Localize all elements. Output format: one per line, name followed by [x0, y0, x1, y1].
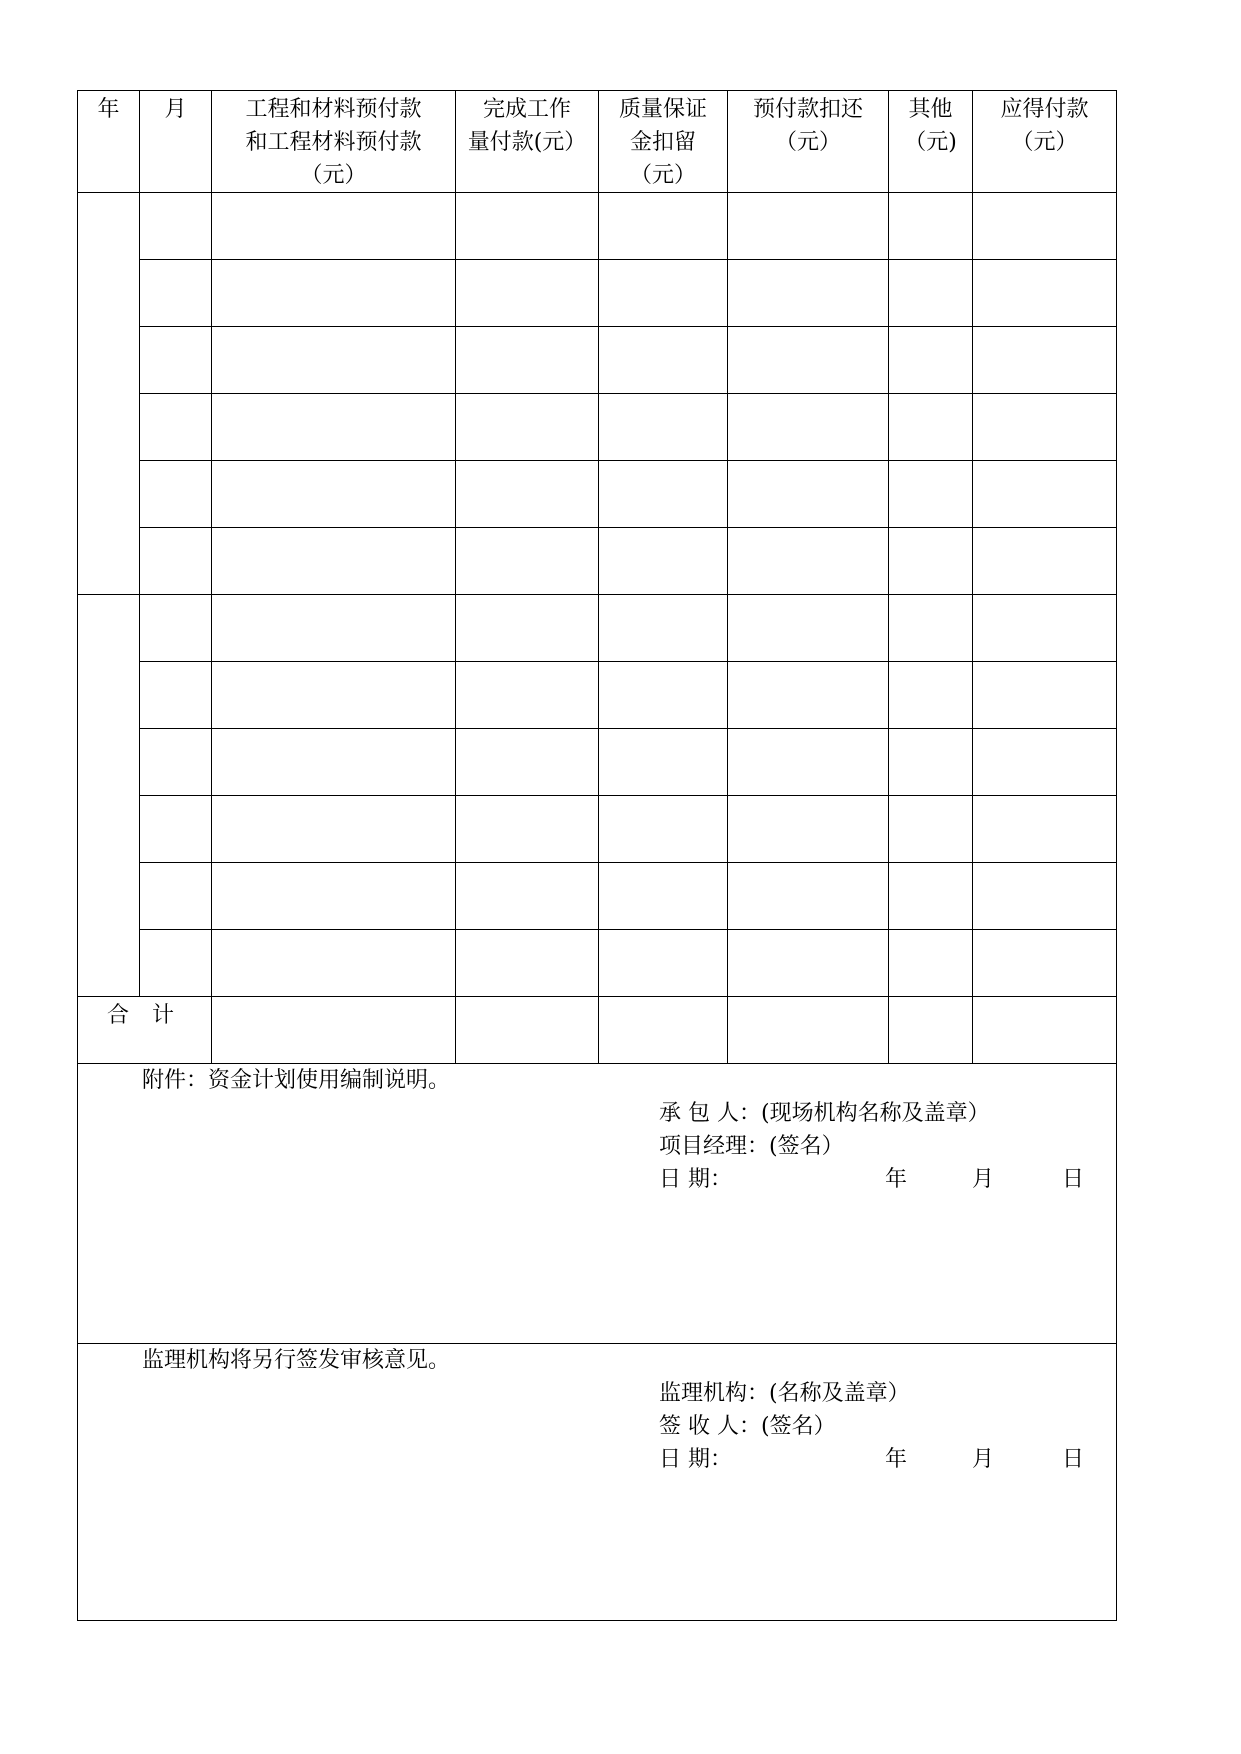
completed-work-cell[interactable]	[456, 193, 599, 260]
quality-deposit-cell[interactable]	[599, 729, 728, 796]
quality-deposit-cell[interactable]	[599, 528, 728, 595]
supervisor-date-line	[659, 1443, 1099, 1476]
completed-work-cell[interactable]	[456, 461, 599, 528]
payable-cell[interactable]	[973, 595, 1117, 662]
month-cell[interactable]	[140, 595, 212, 662]
supervisor-signature-block	[659, 1377, 1099, 1476]
completed-work-cell[interactable]	[456, 662, 599, 729]
quality-deposit-cell[interactable]	[599, 863, 728, 930]
prepayment-deduction-cell[interactable]	[728, 930, 889, 997]
prepayment-cell[interactable]	[212, 863, 456, 930]
quality-deposit-cell[interactable]	[599, 796, 728, 863]
supervisor-section	[78, 1344, 1117, 1621]
date-month-label: 月	[972, 1167, 995, 1192]
total-completed-work-cell[interactable]	[456, 997, 599, 1064]
table-row	[78, 461, 1117, 528]
total-quality-deposit-cell[interactable]	[599, 997, 728, 1064]
date-day-label: 日	[1062, 1447, 1085, 1472]
quality-deposit-cell[interactable]	[599, 461, 728, 528]
payment-plan-table	[77, 90, 1117, 1621]
header-completed-work: 完成工作 量付款(元）	[456, 91, 599, 193]
prepayment-cell[interactable]	[212, 193, 456, 260]
completed-work-cell[interactable]	[456, 796, 599, 863]
year-cell[interactable]	[78, 595, 140, 997]
month-cell[interactable]	[140, 394, 212, 461]
header-year: 年	[78, 91, 140, 193]
prepayment-deduction-cell[interactable]	[728, 260, 889, 327]
prepayment-cell[interactable]	[212, 930, 456, 997]
month-cell[interactable]	[140, 528, 212, 595]
contractor-section	[78, 1064, 1117, 1344]
date-month-label: 月	[972, 1447, 995, 1472]
other-cell[interactable]	[889, 595, 973, 662]
contractor-date-line	[659, 1163, 1099, 1196]
table-row	[78, 595, 1117, 662]
quality-deposit-cell[interactable]	[599, 662, 728, 729]
header-month: 月	[140, 91, 212, 193]
payable-cell[interactable]	[973, 528, 1117, 595]
quality-deposit-cell[interactable]	[599, 260, 728, 327]
payable-cell[interactable]	[973, 394, 1117, 461]
header-row	[78, 91, 1117, 193]
prepayment-deduction-cell[interactable]	[728, 193, 889, 260]
table-row	[78, 260, 1117, 327]
completed-work-cell[interactable]	[456, 729, 599, 796]
contractor-signature-block	[659, 1097, 1099, 1196]
prepayment-cell[interactable]	[212, 260, 456, 327]
contractor-sign-area[interactable]	[78, 1064, 1117, 1344]
total-prepayment-deduction-cell[interactable]	[728, 997, 889, 1064]
table-row	[78, 863, 1117, 930]
prepayment-cell[interactable]	[212, 461, 456, 528]
quality-deposit-cell[interactable]	[599, 930, 728, 997]
completed-work-cell[interactable]	[456, 327, 599, 394]
supervisor-sign-area[interactable]	[78, 1344, 1117, 1621]
month-cell[interactable]	[140, 260, 212, 327]
other-cell[interactable]	[889, 193, 973, 260]
quality-deposit-cell[interactable]	[599, 193, 728, 260]
prepayment-deduction-cell[interactable]	[728, 327, 889, 394]
date-year-label: 年	[885, 1167, 908, 1192]
header-payable: 应得付款 （元）	[973, 91, 1117, 193]
table-row	[78, 930, 1117, 997]
total-payable-cell[interactable]	[973, 997, 1117, 1064]
payable-cell[interactable]	[973, 796, 1117, 863]
header-prepayment: 工程和材料预付款 和工程材料预付款 （元）	[212, 91, 456, 193]
completed-work-cell[interactable]	[456, 260, 599, 327]
header-other: 其他 （元)	[889, 91, 973, 193]
date-day-label: 日	[1062, 1167, 1085, 1192]
other-cell[interactable]	[889, 863, 973, 930]
other-cell[interactable]	[889, 729, 973, 796]
payable-cell[interactable]	[973, 461, 1117, 528]
month-cell[interactable]	[140, 193, 212, 260]
table-row	[78, 327, 1117, 394]
payable-cell[interactable]	[973, 930, 1117, 997]
month-cell[interactable]	[140, 796, 212, 863]
month-cell[interactable]	[140, 863, 212, 930]
prepayment-deduction-cell[interactable]	[728, 394, 889, 461]
payable-cell[interactable]	[973, 863, 1117, 930]
table-row	[78, 729, 1117, 796]
prepayment-deduction-cell[interactable]	[728, 528, 889, 595]
prepayment-deduction-cell[interactable]	[728, 796, 889, 863]
other-cell[interactable]	[889, 662, 973, 729]
table-row	[78, 528, 1117, 595]
prepayment-deduction-cell[interactable]	[728, 729, 889, 796]
prepayment-cell[interactable]	[212, 662, 456, 729]
month-cell[interactable]	[140, 729, 212, 796]
completed-work-cell[interactable]	[456, 930, 599, 997]
prepayment-cell[interactable]	[212, 595, 456, 662]
other-cell[interactable]	[889, 260, 973, 327]
receiver-label: 签 收 人：(签名）	[659, 1414, 836, 1439]
contractor-label: 承 包 人：(现场机构名称及盖章）	[659, 1101, 990, 1126]
date-label: 日 期：	[659, 1167, 732, 1192]
month-cell[interactable]	[140, 930, 212, 997]
completed-work-cell[interactable]	[456, 595, 599, 662]
other-cell[interactable]	[889, 796, 973, 863]
total-other-cell[interactable]	[889, 997, 973, 1064]
table-row	[78, 796, 1117, 863]
total-label: 合 计	[78, 997, 212, 1064]
header-quality-deposit: 质量保证 金扣留 （元）	[599, 91, 728, 193]
quality-deposit-cell[interactable]	[599, 394, 728, 461]
total-row	[78, 997, 1117, 1064]
supervisor-note: 监理机构将另行签发审核意见。	[142, 1348, 451, 1373]
payable-cell[interactable]	[973, 662, 1117, 729]
prepayment-deduction-cell[interactable]	[728, 595, 889, 662]
prepayment-deduction-cell[interactable]	[728, 863, 889, 930]
payable-cell[interactable]	[973, 260, 1117, 327]
prepayment-cell[interactable]	[212, 528, 456, 595]
date-year-label: 年	[885, 1447, 908, 1472]
other-cell[interactable]	[889, 461, 973, 528]
prepayment-cell[interactable]	[212, 327, 456, 394]
payable-cell[interactable]	[973, 327, 1117, 394]
header-prepayment-deduction: 预付款扣还 （元）	[728, 91, 889, 193]
prepayment-cell[interactable]	[212, 796, 456, 863]
month-cell[interactable]	[140, 327, 212, 394]
payable-cell[interactable]	[973, 729, 1117, 796]
month-cell[interactable]	[140, 461, 212, 528]
prepayment-deduction-cell[interactable]	[728, 461, 889, 528]
completed-work-cell[interactable]	[456, 394, 599, 461]
prepayment-deduction-cell[interactable]	[728, 662, 889, 729]
table-row	[78, 394, 1117, 461]
completed-work-cell[interactable]	[456, 863, 599, 930]
prepayment-cell[interactable]	[212, 394, 456, 461]
quality-deposit-cell[interactable]	[599, 595, 728, 662]
date-label: 日 期：	[659, 1447, 732, 1472]
attachment-note: 附件：资金计划使用编制说明。	[142, 1068, 451, 1093]
project-manager-label: 项目经理：(签名）	[659, 1134, 844, 1159]
payable-cell[interactable]	[973, 193, 1117, 260]
other-cell[interactable]	[889, 394, 973, 461]
other-cell[interactable]	[889, 327, 973, 394]
completed-work-cell[interactable]	[456, 528, 599, 595]
month-cell[interactable]	[140, 662, 212, 729]
other-cell[interactable]	[889, 930, 973, 997]
year-cell[interactable]	[78, 193, 140, 595]
other-cell[interactable]	[889, 528, 973, 595]
quality-deposit-cell[interactable]	[599, 327, 728, 394]
supervision-agency-label: 监理机构：(名称及盖章）	[659, 1381, 910, 1406]
table-row	[78, 662, 1117, 729]
table-row	[78, 193, 1117, 260]
total-prepayment-cell[interactable]	[212, 997, 456, 1064]
prepayment-cell[interactable]	[212, 729, 456, 796]
